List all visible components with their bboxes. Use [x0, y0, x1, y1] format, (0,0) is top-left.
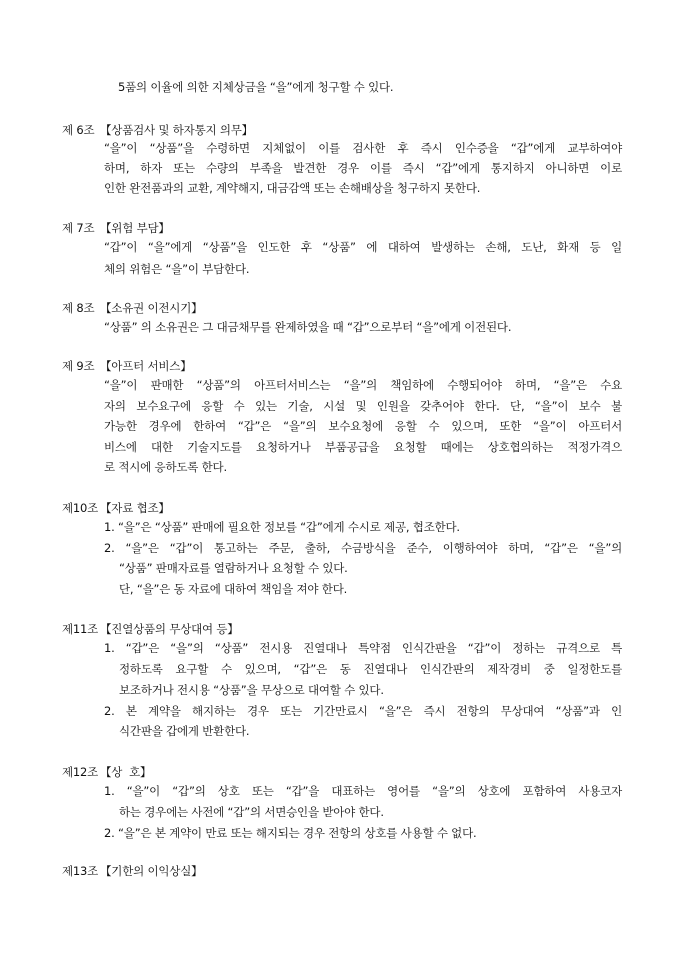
- article-12-number: 제12조: [62, 765, 99, 779]
- article-6-line: “을”이 “상품”을 수령하면 지체없이 이를 검사한 후 즉시 인수증을 “갑”에게 교부하여야: [104, 141, 622, 155]
- article-10-number: 제10조: [62, 501, 99, 515]
- article-12-line: 1. “을”이 “갑”의 상호 또는 “갑”을 대표하는 영어를 “을”의 상호에 포함하여 사용코자: [104, 784, 622, 798]
- article-12-title: 【상 호】: [100, 765, 152, 779]
- article-6-line: 인한 완전품과의 교환, 계약해지, 대금감액 또는 손해배상을 청구하지 못한다.: [104, 181, 481, 195]
- article-6-heading: [62, 123, 253, 137]
- article-10-line: 1. “을”은 “상품” 판매에 필요한 정보를 “갑”에게 수시로 제공, 협조한다.: [104, 520, 460, 534]
- article-8-number: 제 8조: [62, 301, 95, 315]
- article-7-title: 【위험 부담】: [100, 221, 170, 235]
- article-8-line: “상품” 의 소유권은 그 대금채무를 완제하였을 때 “갑”으로부터 “을”에게 이전된다.: [104, 320, 512, 334]
- article-11-number: 제11조: [62, 622, 99, 636]
- article-8-heading: [62, 301, 202, 315]
- article-9-line: 가능한 경우에 한하여 “갑”은 “을”의 보수요청에 응할 수 있으며, 또한 “을”이 아프터서: [104, 419, 622, 433]
- article-10-line: “상품” 판매자료를 열람하거나 요청할 수 있다.: [119, 561, 348, 575]
- continuation-text: 5품의 이율에 의한 지체상금을 “을”에게 청구할 수 있다.: [118, 80, 394, 94]
- article-10-line: 2. “을”은 “갑”이 통고하는 주문, 출하, 수금방식을 준수, 이행하여야 하며, “갑”은 “을”의: [104, 541, 622, 555]
- article-11-title: 【진열상품의 무상대여 등】: [100, 622, 239, 636]
- article-11-line: 2. 본 계약을 해지하는 경우 또는 기간만료시 “을”은 즉시 전항의 무상대여 “상품”과 인: [104, 704, 622, 718]
- article-12-line: 하는 경우에는 사전에 “갑”의 서면승인을 받아야 한다.: [119, 805, 384, 819]
- article-13-number: 제13조: [62, 864, 99, 878]
- article-7-number: 제 7조: [62, 221, 95, 235]
- article-11-line: 식간판을 갑에게 반환한다.: [119, 724, 250, 738]
- article-11-line: 보조하거나 전시용 “상품”을 무상으로 대여할 수 있다.: [119, 683, 384, 697]
- article-6-title: 【상품검사 및 하자통지 의무】: [100, 123, 253, 137]
- article-9-title: 【아프터 서비스】: [100, 359, 192, 373]
- article-13-title: 【기한의 이익상실】: [100, 864, 203, 878]
- article-8-title: 【소유권 이전시기】: [100, 301, 203, 315]
- article-13-heading: [62, 864, 202, 878]
- article-7-line: 체의 위험은 “을”이 부담한다.: [104, 262, 250, 276]
- article-6-line: 하며, 하자 또는 수량의 부족을 발견한 경우 이를 즉시 “갑”에게 통지하지 아니하면 이로: [104, 161, 622, 175]
- article-9-line: 자의 보수요구에 응할 수 있는 기술, 시설 및 인원을 갖추어야 한다. 단, “을”이 보수 불: [104, 399, 622, 413]
- article-7-line: “갑”이 “을”에게 “상품”을 인도한 후 “상품” 에 대하여 발생하는 손해, 도난, 화재 등 일: [104, 240, 622, 254]
- article-9-line: 비스에 대한 기술지도를 요청하거나 부품공급을 요청할 때에는 상호협의하는 적정가격으: [104, 440, 622, 454]
- article-11-line: 1. “갑”은 “을”의 “상품” 전시용 진열대나 특약점 인식간판을 “갑”이 정하는 규격으로 특: [104, 641, 622, 655]
- article-10-line: 단, “을”은 동 자료에 대하여 책임을 져야 한다.: [119, 582, 348, 596]
- article-9-line: “을”이 판매한 “상품”의 아프터서비스는 “을”의 책임하에 수행되어야 하며, “을”은 수요: [104, 378, 622, 392]
- article-6-number: 제 6조: [62, 123, 95, 137]
- article-10-heading: [62, 501, 170, 515]
- article-9-line: 로 적시에 응하도록 한다.: [104, 460, 227, 474]
- article-7-heading: [62, 221, 170, 235]
- article-9-number: 제 9조: [62, 359, 95, 373]
- article-9-heading: [62, 359, 192, 373]
- article-10-title: 【자료 협조】: [100, 501, 170, 515]
- article-12-heading: [62, 765, 151, 779]
- article-11-line: 정하도록 요구할 수 있으며, “갑”은 동 진열대나 인식간판의 제작경비 중 일정한도를: [119, 662, 622, 676]
- article-11-heading: [62, 622, 239, 636]
- article-12-line: 2. “을”은 본 계약이 만료 또는 해지되는 경우 전항의 상호를 사용할 수 없다.: [104, 826, 477, 840]
